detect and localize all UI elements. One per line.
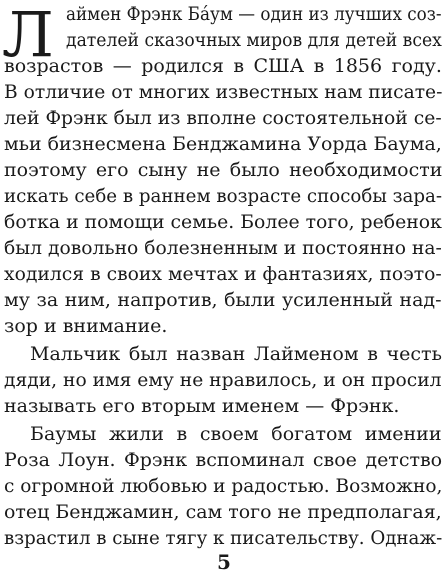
- text-line: Мальчик был назван Лайменом в честь: [30, 343, 442, 365]
- text-line: искать себе в раннем возрасте способы зара-: [4, 185, 443, 207]
- text-line: отец Бенджамин, сам того не предполагая,: [4, 501, 442, 523]
- text-line: аймен Фрэнк Ба́ум — один из лучших соз-: [66, 3, 442, 25]
- text-line: дяди, но имя ему не нравилось, и он просил: [4, 369, 442, 391]
- text-line: был довольно болезненным и постоянно на-: [4, 237, 442, 259]
- text-line: взрастил в сыне тягу к писательству. Однаж-: [4, 527, 443, 549]
- text-line: ботка и помощи семье. Более того, ребенок: [4, 211, 442, 233]
- text-line: му за ним, напротив, были усиленный над-: [4, 289, 442, 311]
- drop-cap: Л: [2, 0, 54, 71]
- text-line: ходился в своих мечтах и фантазиях, поэто-: [4, 263, 442, 285]
- text-line: называть его вторым именем — Фрэнк.: [4, 395, 400, 417]
- text-line: Роза Лоун. Фрэнк вспоминал свое детство: [4, 449, 443, 471]
- text-line: поэтому его сыну не было необходимости: [4, 159, 443, 181]
- text-line: лей Фрэнк был из вполне состоятельной се-: [4, 107, 442, 129]
- text-line: мьи бизнесмена Бенджамина Уорда Баума,: [4, 133, 442, 155]
- text-line: В отличие от многих известных нам писате-: [4, 81, 443, 103]
- text-line: Баумы жили в своем богатом имении: [30, 423, 442, 445]
- text-line: с огромной любовью и радостью. Возможно,: [4, 475, 443, 497]
- page-number: 5: [217, 550, 231, 574]
- text-line: дателей сказочных миров для детей всех: [66, 29, 442, 51]
- text-line: возрастов — родился в США в 1856 году.: [4, 55, 442, 77]
- text-line: зор и внимание.: [4, 315, 168, 337]
